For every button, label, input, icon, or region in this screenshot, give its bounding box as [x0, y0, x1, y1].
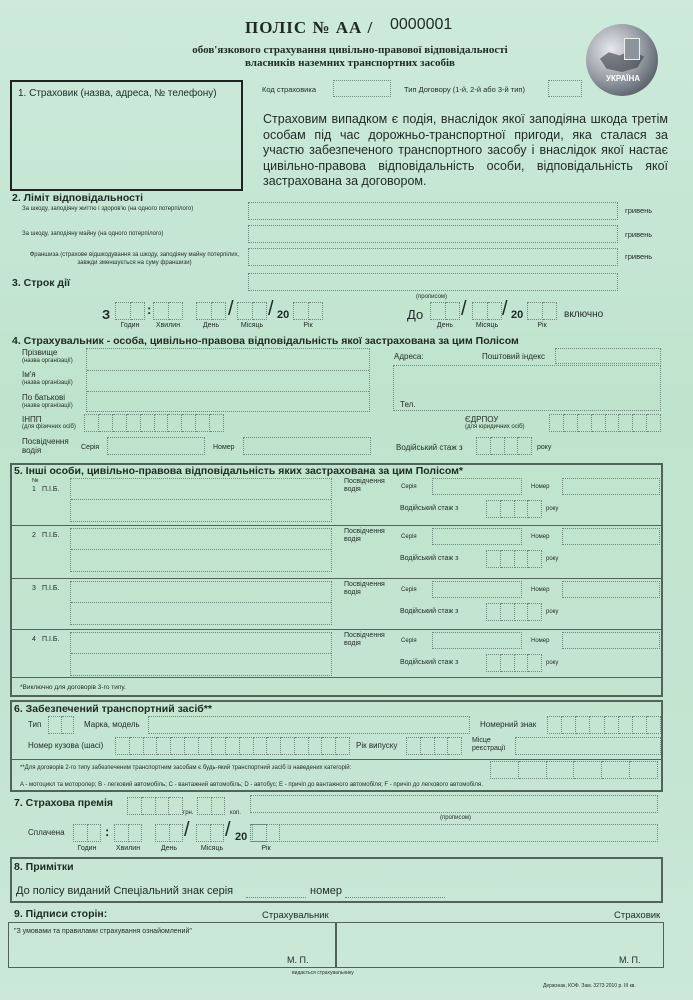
section5-footnote: *Виключно для договорів 3-го типу. [20, 684, 126, 691]
categories-field[interactable] [490, 761, 658, 779]
name-field-divider [71, 653, 331, 654]
license-label-1: Посвідчення [344, 528, 385, 535]
name-field-divider [71, 549, 331, 550]
experience-year-field[interactable] [476, 437, 532, 455]
registration-field[interactable] [515, 737, 661, 755]
person-series-label: Серія [401, 534, 417, 540]
person-series-label: Серія [401, 587, 417, 593]
from-minutes-field[interactable] [153, 302, 183, 320]
patronymic-hint: (назва організації) [22, 403, 73, 409]
insurer-block[interactable] [10, 80, 243, 191]
date-slash: / [184, 819, 190, 841]
address-field[interactable] [393, 365, 661, 411]
limit-property-unit: гривень [625, 230, 653, 239]
deductible-label: Франшиза (страхове відшкодування за шкоду, заподіяну майну потерпілих, завжди зменшується на суму франшизи) [29, 252, 240, 266]
row-divider [11, 525, 662, 526]
time-colon: : [105, 824, 110, 839]
person-year-word: року [546, 609, 559, 615]
insurer-signature-label: Страховик [614, 910, 661, 921]
person-number-field[interactable] [562, 632, 660, 649]
paid-hours-field[interactable] [73, 824, 101, 842]
inclusive-label: включно [564, 309, 604, 320]
make-model-label: Марка, модель [84, 720, 140, 729]
license-label-2: водія [344, 640, 361, 647]
license-series-field[interactable] [107, 437, 205, 455]
printer-imprint: Держзнак, КОФ. Зам. 3273 2010 р. III кв. [543, 983, 636, 989]
paid-year-field[interactable] [252, 824, 280, 842]
year-prefix: 20 [277, 309, 290, 321]
license-label-1: Посвідчення [22, 437, 69, 446]
number-label: Номер [213, 444, 235, 451]
insurer-code-label: Код страховика [262, 85, 316, 94]
policyholder-signature-box[interactable] [8, 922, 336, 968]
limit-life-field[interactable] [248, 202, 618, 220]
date-slash: / [225, 819, 231, 841]
to-day-caption: День [436, 322, 454, 329]
to-year-field[interactable] [527, 302, 557, 320]
patronymic-label: По батькові [22, 393, 65, 402]
hours-caption: Годин [120, 322, 140, 329]
limit-property-field[interactable] [248, 225, 618, 243]
license-label-1: Посвідчення [344, 581, 385, 588]
date-slash: / [502, 298, 508, 320]
edrpou-field[interactable] [549, 414, 661, 432]
person-name-label: П.І.Б. [42, 636, 60, 643]
plate-label: Номерний знак [480, 720, 537, 729]
trident-shield-icon [624, 38, 640, 60]
license-label-2: водія [344, 486, 361, 493]
kop-label: коп. [230, 810, 241, 816]
policy-subtitle-1: обов'язкового страхування цивільно-правової відповідальності [192, 44, 508, 56]
policyholder-name-fields[interactable] [86, 348, 370, 412]
in-words-hint: (прописом) [416, 294, 448, 300]
person-series-field[interactable] [432, 528, 522, 545]
section6-title: 6. Забезпечений транспортний засіб** [14, 703, 212, 715]
person-license-label [344, 528, 385, 544]
edrpou-label: ЄДРПОУ [465, 415, 499, 424]
insurer-code-field[interactable] [333, 80, 391, 97]
paid-month-caption: Місяць [200, 845, 224, 852]
from-hours-field[interactable] [115, 302, 145, 320]
to-year-prefix: 20 [511, 309, 524, 321]
deductible-unit: гривень [625, 252, 653, 261]
hologram-emblem [586, 24, 658, 96]
name-hint: (назва організації) [22, 380, 73, 386]
policy-title: ПОЛІС № АА / [245, 18, 374, 37]
inn-field[interactable] [84, 414, 224, 432]
special-sign-number-field[interactable] [345, 897, 445, 898]
issued-note: видається страхувальнику [292, 970, 354, 976]
contract-type-field[interactable] [548, 80, 582, 97]
row-divider [11, 629, 662, 630]
vehicle-categories: A - мотоцикл та моторолер; B - легковий автомобіль; C - вантажний автомобіль; D - автобус; E - причіп до вантажного автомобіля; F - причіп до легкового автомобіля. [20, 782, 483, 788]
paid-minutes-field[interactable] [114, 824, 142, 842]
to-year-caption: Рік [537, 322, 547, 329]
experience-label: Водійський стаж з [396, 443, 463, 452]
person-series-field[interactable] [432, 632, 522, 649]
name-label: Ім'я [22, 370, 36, 379]
license-number-field[interactable] [243, 437, 371, 455]
person-name-label: П.І.Б. [42, 585, 60, 592]
insurer-stamp-label: М. П. [619, 955, 641, 965]
person-name-label: П.І.Б. [42, 532, 60, 539]
name-divider [87, 370, 369, 371]
limit-life-label: За шкоду, заподіяну життю і здоров'ю (на одного потерпілого) [22, 206, 194, 212]
special-sign-text: До полісу виданий Спеціальний знак серія [16, 885, 234, 897]
date-slash: / [461, 298, 467, 320]
insurer-signature-box[interactable] [336, 922, 664, 968]
from-day-field[interactable] [196, 302, 226, 320]
surname-hint: (назва організації) [22, 358, 73, 364]
person-series-field[interactable] [432, 581, 522, 598]
policy-number: 0000001 [390, 16, 453, 33]
person-experience-label: Водійський стаж з [400, 608, 459, 615]
from-year-field[interactable] [293, 302, 323, 320]
vehicle-type-label: Тип [28, 720, 42, 729]
inn-label: ІНПП [22, 415, 42, 424]
contract-type-label: Тип Договору (1-й, 2-й або 3-й тип) [404, 85, 525, 94]
person-number-label: Номер [531, 587, 550, 593]
section3-title: 3. Строк дії [12, 277, 70, 289]
section2-title: 2. Ліміт відповідальності [12, 192, 144, 204]
license-label-2: водія [344, 536, 361, 543]
person-license-label [344, 581, 385, 597]
vin-field[interactable] [115, 737, 350, 755]
paid-year-prefix: 20 [235, 831, 248, 843]
person-year-word: року [546, 660, 559, 666]
section5-title: 5. Інші особи, цивільно-правова відповідальність яких застрахована за цим Полісом* [14, 465, 463, 477]
patronymic-divider [87, 391, 369, 392]
plate-field[interactable] [547, 716, 661, 734]
vin-label: Номер кузова (шасі) [28, 741, 104, 750]
person-number-field[interactable] [562, 528, 660, 545]
postal-code-field[interactable] [555, 348, 661, 364]
row-divider [11, 759, 662, 760]
from-month-field[interactable] [237, 302, 267, 320]
person-index: 1 [32, 486, 36, 493]
date-slash: / [228, 298, 234, 320]
year-made-field[interactable] [406, 737, 462, 755]
paid-month-field[interactable] [196, 824, 224, 842]
person-year-word: року [546, 506, 559, 512]
premium-in-words-field[interactable] [250, 795, 658, 813]
person-series-label: Серія [401, 484, 417, 490]
hologram-text: УКРАЇНА [605, 74, 641, 83]
limit-property-label: За шкоду, заподіяну майну (на одного потерпілого) [22, 231, 164, 237]
insured-event-text: Страховим випадком є подія, внаслідок якої заподіяна шкода третім особам під час дорожньо-транспортної пригоди, яка сталася за участю забезпеченого транспортного засобу і внаслідок якої настає цивільно-правова відповідальність особи, відповідальність якої застрахована за договором. [263, 112, 668, 188]
limit-life-unit: гривень [625, 206, 653, 215]
person-series-field[interactable] [432, 478, 522, 495]
section9-title: 9. Підписи сторін: [14, 908, 108, 920]
person-name-field[interactable] [70, 632, 332, 676]
person-index: 3 [32, 585, 36, 592]
name-field-divider [71, 499, 331, 500]
license-label-2: водія [22, 446, 42, 455]
premium-in-words-hint: (прописом) [440, 815, 472, 821]
policyholder-signature-label: Страхувальник [262, 910, 329, 921]
person-index: 4 [32, 636, 36, 643]
inn-hint: (для фізичних осіб) [22, 424, 76, 430]
person-number-field[interactable] [562, 478, 660, 495]
person-name-field[interactable] [70, 478, 332, 522]
paid-minutes-caption: Хвилин [115, 845, 141, 852]
to-month-field[interactable] [472, 302, 502, 320]
person-year-word: року [546, 556, 559, 562]
stamp-label: М. П. [287, 955, 309, 965]
registration-label-2: реєстрації [472, 745, 506, 752]
insurer-block-label: 1. Страховик (назва, адреса, № телефону) [18, 88, 217, 99]
time-colon: : [147, 302, 152, 317]
minutes-caption: Хвилин [155, 322, 181, 329]
section8-title: 8. Примітки [14, 861, 74, 873]
paid-hours-caption: Годин [77, 845, 97, 852]
person-experience-field[interactable] [486, 550, 542, 568]
day-caption: День [202, 322, 220, 329]
license-label-1: Посвідчення [344, 632, 385, 639]
date-slash: / [268, 298, 274, 320]
policy-subtitle-2: власників наземних транспортних засобів [245, 57, 455, 69]
from-label: З [102, 307, 111, 322]
person-experience-label: Водійський стаж з [400, 505, 459, 512]
row-divider [11, 578, 662, 579]
paid-day-field[interactable] [155, 824, 183, 842]
row-divider [11, 677, 662, 678]
person-name-field[interactable] [70, 528, 332, 572]
year-word: року [537, 444, 552, 451]
person-name-label: П.І.Б. [42, 486, 60, 493]
month-caption: Місяць [240, 322, 264, 329]
paid-year-caption: Рік [261, 845, 271, 852]
person-license-label [344, 632, 385, 648]
premium-uah-field[interactable] [127, 797, 183, 815]
phone-label: Тел. [400, 400, 416, 409]
license-label-1: Посвідчення [344, 478, 385, 485]
section6-note: **Для договорів 2-го типу забезпеченим транспортним засобам є будь-який транспортний засіб із наведених категорій: [20, 765, 352, 771]
license-label [22, 437, 69, 455]
year-caption: Рік [303, 322, 313, 329]
registration-label-1: Місце [472, 737, 491, 744]
no-label: № [32, 478, 39, 484]
acknowledgement-text: "З умовами та правилами страхування ознайомлений" [14, 928, 192, 935]
paid-day-caption: День [160, 845, 178, 852]
to-month-caption: Місяць [475, 322, 499, 329]
postal-code-label: Поштовий індекс [482, 352, 545, 361]
deductible-in-words-field[interactable] [248, 273, 618, 291]
make-model-field[interactable] [148, 716, 470, 734]
series-label: Серія [81, 444, 100, 451]
person-number-field[interactable] [562, 581, 660, 598]
person-series-label: Серія [401, 638, 417, 644]
person-license-label [344, 478, 385, 494]
person-experience-field[interactable] [486, 500, 542, 518]
surname-label: Прізвище [22, 348, 58, 357]
person-experience-field[interactable] [486, 603, 542, 621]
to-day-field[interactable] [430, 302, 460, 320]
license-label-2: водія [344, 589, 361, 596]
premium-kop-field[interactable] [197, 797, 225, 815]
section7-title: 7. Страхова премія [14, 797, 113, 809]
vehicle-type-field[interactable] [48, 716, 74, 734]
person-number-label: Номер [531, 534, 550, 540]
person-experience-field[interactable] [486, 654, 542, 672]
special-sign-number-label: номер [310, 885, 342, 897]
deductible-field[interactable] [248, 248, 618, 266]
registration-label [472, 737, 505, 753]
section4-title: 4. Страхувальник - особа, цивільно-правова відповідальність якої застрахована за цим Полісом [12, 335, 519, 347]
edrpou-hint: (для юридичних осіб) [465, 424, 525, 430]
person-experience-label: Водійський стаж з [400, 659, 459, 666]
person-number-label: Номер [531, 638, 550, 644]
premium-in-words-field-2[interactable] [250, 824, 658, 842]
person-number-label: Номер [531, 484, 550, 490]
paid-label: Сплачена [28, 828, 65, 837]
to-label: До [407, 307, 424, 322]
person-name-field[interactable] [70, 581, 332, 625]
year-made-label: Рік випуску [356, 741, 398, 750]
person-experience-label: Водійський стаж з [400, 555, 459, 562]
address-label: Адреса: [394, 352, 424, 361]
name-field-divider [71, 602, 331, 603]
uah-label: грн. [183, 810, 194, 816]
person-index: 2 [32, 532, 36, 539]
special-sign-series-field[interactable] [246, 897, 306, 898]
